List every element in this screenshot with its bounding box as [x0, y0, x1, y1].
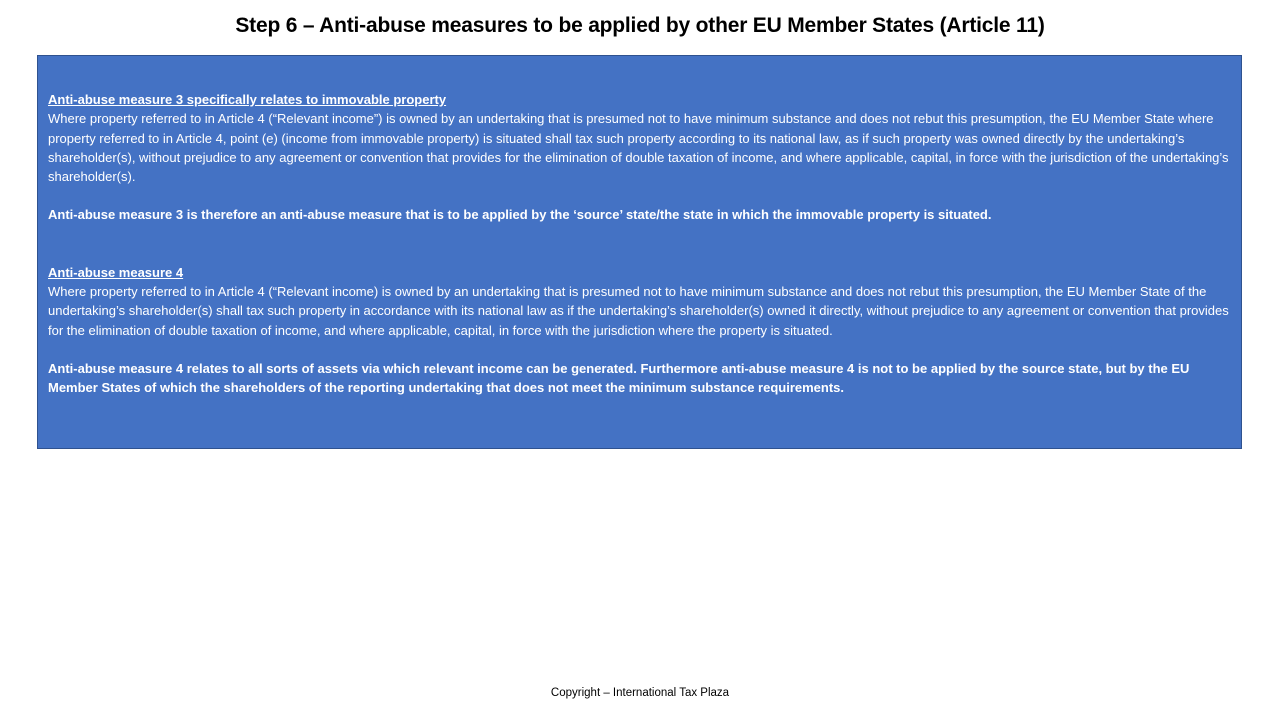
measure4-heading: Anti-abuse measure 4 — [48, 264, 184, 280]
section-spacer — [48, 225, 1231, 263]
measure4-body: Where property referred to in Article 4 (“Relevant income) is owned by an undertaking that is presumed not to have minimum substance and does not rebut this presumption, the EU Member State of the undertaking’s shareholder(s) shall tax such property in accordance with its national law as if the undertaking’s shareholder(s) owned it directly, without prejudice to any agreement or convention that provides for the elimination of double taxation of income, and where applicable, capital, in force with the jurisdiction where the property is situated. — [48, 284, 1229, 338]
copyright-footer: Copyright – International Tax Plaza — [550, 687, 730, 699]
measure3-body: Where property referred to in Article 4 (“Relevant income”) is owned by an undertaking that is presumed not to have minimum substance and does not rebut this presumption, the EU Member State where property referred to in Article 4, point (e) (income from immovable property) is situated shall tax such property according to its national law, as if such property was owned directly by the undertaking’s shareholder(s), without prejudice to any agreement or convention that provides for the elimination of double taxation of income, and where applicable, capital, in force with the jurisdiction of the undertaking’s shareholder(s). — [48, 111, 1229, 185]
slide-title: Step 6 – Anti-abuse measures to be applied by other EU Member States (Article 11) — [235, 14, 1045, 37]
measure3-heading: Anti-abuse measure 3 specifically relates to immovable property — [48, 92, 447, 107]
content-box — [37, 55, 1242, 449]
measure3-conclusion: Anti-abuse measure 3 is therefore an anti-abuse measure that is to be applied by the ‘source’ state/the state in which the immovable property is situated. — [48, 207, 992, 223]
measure4-conclusion: Anti-abuse measure 4 relates to all sorts of assets via which relevant income can be generated. Furthermore anti-abuse measure 4 is not to be applied by the source state, but by the EU Member States of which the shareholders of the reporting undertaking that does not meet the minimum substance requirements. — [48, 360, 1190, 396]
